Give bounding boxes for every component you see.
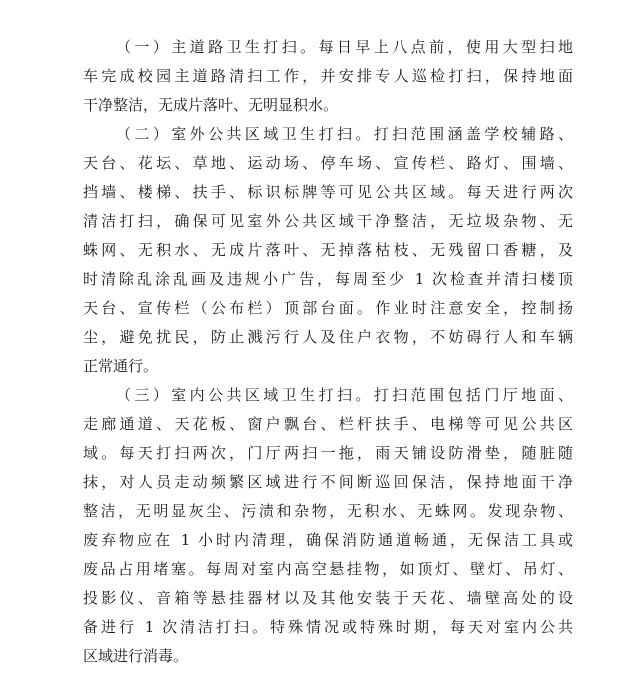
document-body [83,33,573,671]
text-line: 整洁，无明显灰尘、污渍和杂物，无积水、无蛛网。发现杂物、 [83,502,573,520]
text-line: 废品占用堵塞。每周对室内高空悬挂物，如顶灯、壁灯、吊灯、 [83,560,573,578]
text-line: 清洁打扫，确保可见室外公共区域干净整洁，无垃圾杂物、无 [83,212,573,230]
text-line: 域。每天打扫两次，门厅两扫一拖，雨天铺设防滑垫，随脏随 [83,444,573,462]
text-line: 正常通行。 [83,357,159,375]
text-line: （三）室内公共区域卫生打扫。打扫范围包括门厅地面、 [116,386,573,404]
text-line: 挡墙、楼梯、扶手、标识标牌等可见公共区域。每天进行两次 [83,183,573,201]
text-line: 投影仪、音箱等悬挂器材以及其他安装于天花、墙壁高处的设 [83,589,573,607]
text-line: 天台、宣传栏（公布栏）顶部台面。作业时注意安全，控制扬 [83,299,573,317]
text-line: （二）室外公共区域卫生打扫。打扫范围涵盖学校辅路、 [116,125,573,143]
text-line: 天台、花坛、草地、运动场、停车场、宣传栏、路灯、围墙、 [83,154,573,172]
text-line: 废弃物应在 1 小时内清理，确保消防通道畅通，无保洁工具或 [83,531,573,549]
text-line: 区域进行消毒。 [83,647,189,665]
text-line: 干净整洁，无成片落叶、无明显积水。 [83,96,339,114]
text-line: 抹，对人员走动频繁区域进行不间断巡回保洁，保持地面干净 [83,473,573,491]
text-line: 车完成校园主道路清扫工作，并安排专人巡检打扫，保持地面 [83,67,573,85]
paragraph-outdoor-public [83,120,573,381]
text-line: （一）主道路卫生打扫。每日早上八点前，使用大型扫地 [116,38,573,56]
paragraph-main-road [83,33,573,120]
text-line: 备进行 1 次清洁打扫。特殊情况或特殊时期，每天对室内公共 [83,618,573,636]
text-line: 时清除乱涂乱画及违规小广告，每周至少 1 次检查并清扫楼顶 [83,270,573,288]
text-line: 蛛网、无积水、无成片落叶、无掉落枯枝、无残留口香糖，及 [83,241,573,259]
text-line: 走廊通道、天花板、窗户飘台、栏杆扶手、电梯等可见公共区 [83,415,573,433]
text-line: 尘，避免扰民，防止溅污行人及住户衣物，不妨碍行人和车辆 [83,328,573,346]
paragraph-indoor-public [83,381,573,671]
